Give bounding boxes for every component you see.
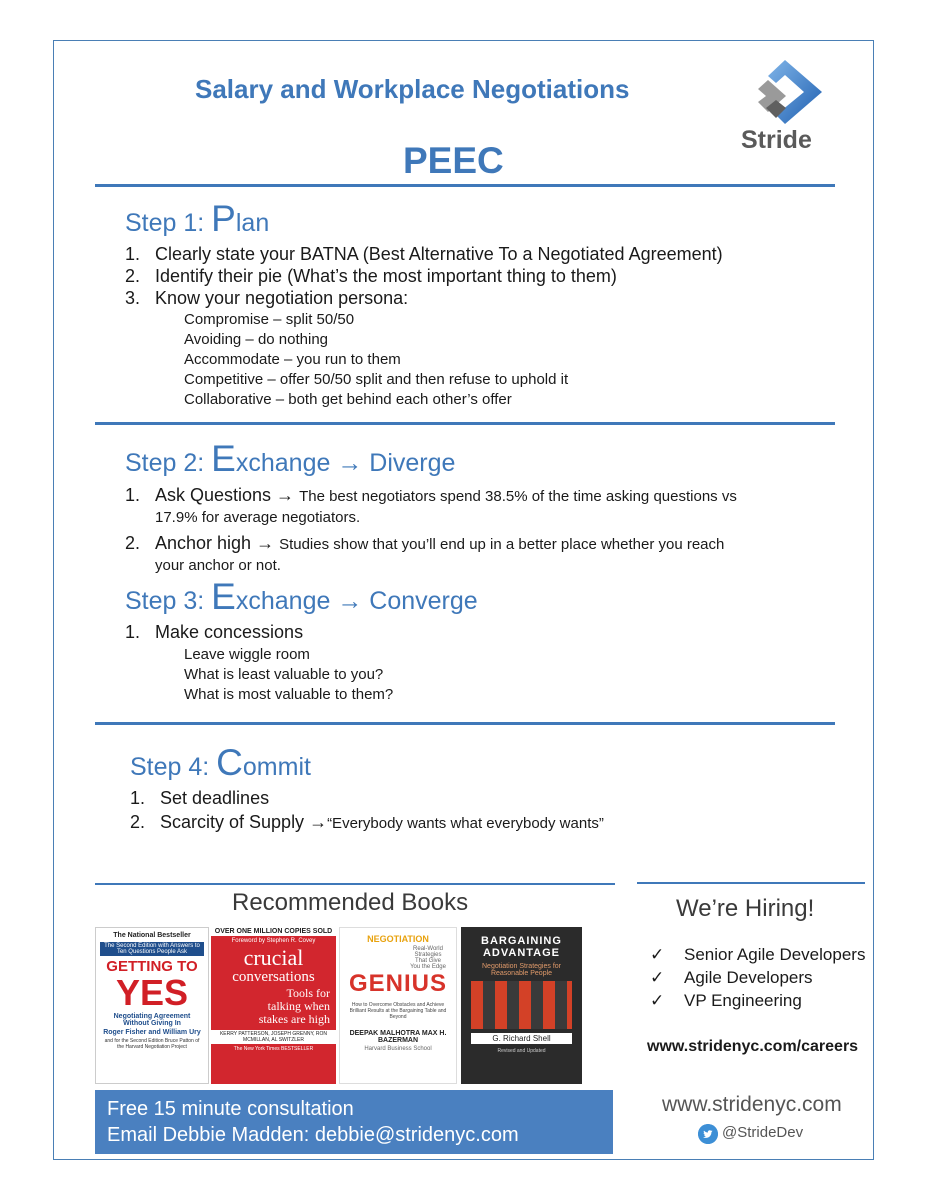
- consult-email[interactable]: Email Debbie Madden: debbie@stridenyc.com: [107, 1124, 519, 1146]
- page-title: Salary and Workplace Negotiations: [195, 74, 630, 104]
- hiring-heading: We’re Hiring!: [676, 895, 815, 922]
- book-cover-negotiation-genius[interactable]: NEGOTIATION Real-World Strategies That Give You the Edge GENIUS How to Overcome Obstacles and Achieve Brilliant Results at the Bargaining Table and Beyond DEEPAK MALHOTRA MAX H. BAZERMAN Harvard Business School: [339, 927, 457, 1084]
- step-3-heading: Step 3: Exchange → Converge: [125, 576, 478, 617]
- step-3-list: [125, 621, 303, 643]
- twitter-handle[interactable]: @StrideDev: [722, 1124, 804, 1141]
- list-item: ✓ Agile Developers: [650, 968, 813, 987]
- book-cover-getting-to-yes[interactable]: The National Bestseller The Second Edition with Answers to Ten Questions People Ask GETTING TO YES Negotiating Agreement Without Giving In Roger Fisher and William Ury and for the Second Edition Bruce Patton of the Harvard Negotiation Project: [95, 927, 209, 1084]
- acronym-heading: PEEC: [403, 140, 504, 181]
- list-item: Collaborative – both get behind each other’s offer: [184, 391, 512, 408]
- careers-link[interactable]: www.stridenyc.com/careers: [647, 1038, 859, 1055]
- list-item: 2. Scarcity of Supply →“Everybody wants what everybody wants”: [130, 812, 604, 832]
- step-prefix: Step 1:: [125, 209, 212, 237]
- book-cover-bargaining-for-advantage[interactable]: BARGAINING ADVANTAGE Negotiation Strategies for Reasonable People G. Richard Shell Revised and Updated: [461, 927, 582, 1084]
- list-item: 1. Ask Questions → The best negotiators spend 38.5% of the time asking questions vs: [125, 485, 737, 505]
- list-item: 1. Set deadlines: [130, 788, 270, 808]
- list-item: 3. Know your negotiation persona:: [125, 288, 409, 308]
- list-item: 2. Identify their pie (What’s the most important thing to them): [125, 266, 617, 286]
- step-rest: lan: [235, 209, 270, 237]
- twitter-icon[interactable]: [698, 1124, 718, 1144]
- divider: [95, 184, 835, 187]
- list-item: Accommodate – you run to them: [184, 351, 401, 368]
- step-1-list: [125, 243, 723, 309]
- list-item: 2. Anchor high → Studies show that you’ll end up in a better place whether you reach: [125, 533, 725, 553]
- divider: [95, 722, 835, 725]
- list-item: What is least valuable to you?: [184, 666, 384, 683]
- list-item: Compromise – split 50/50: [184, 311, 355, 328]
- list-item: Leave wiggle room: [184, 646, 310, 663]
- step-2-heading: Step 2: Exchange → Diverge: [125, 438, 456, 479]
- divider: [95, 422, 835, 425]
- list-item: ✓ Senior Agile Developers: [650, 945, 866, 964]
- list-item: What is most valuable to them?: [184, 686, 394, 703]
- logo-text: Stride: [741, 126, 812, 154]
- persona-list: [184, 310, 568, 410]
- divider: [637, 882, 865, 884]
- check-icon: ✓: [650, 991, 665, 1010]
- step-4-heading: Step 4: Commit: [130, 742, 311, 783]
- concessions-list: [184, 645, 393, 705]
- website-link[interactable]: www.stridenyc.com: [662, 1093, 842, 1116]
- list-item: Avoiding – do nothing: [184, 331, 329, 348]
- divider: [95, 883, 615, 885]
- list-item: 1. Clearly state your BATNA (Best Alternative To a Negotiated Agreement): [125, 244, 723, 264]
- consult-line-1: Free 15 minute consultation: [107, 1098, 354, 1120]
- check-icon: ✓: [650, 968, 665, 987]
- check-icon: ✓: [650, 945, 665, 964]
- book-cover-crucial-conversations[interactable]: OVER ONE MILLION COPIES SOLD Foreword by Stephen R. Covey crucial conversations Tools for talking when stakes are high KERRY PATTERSON, JOSEPH GRENNY, RON MCMILLAN, AL SWITZLER The New York Times BESTSELLER: [211, 927, 336, 1084]
- list-item: ✓ VP Engineering: [650, 991, 802, 1010]
- step-2-list: 1. Ask Questions → The best negotiators spend 38.5% of the time asking questions vs 17.9% for average negotiators. 2. Anchor high → Studies show that you’ll end up in a better place whether you reach your anchor or not.: [125, 485, 737, 574]
- step-1-heading: [125, 200, 269, 238]
- step-initial: P: [211, 198, 236, 239]
- list-item: Competitive – offer 50/50 split and then refuse to uphold it: [184, 371, 569, 388]
- step-4-list: [130, 787, 604, 835]
- chessboard-graphic: [471, 981, 572, 1029]
- books-heading: Recommended Books: [232, 889, 469, 916]
- hiring-list: [650, 943, 865, 1012]
- consultation-banner: [95, 1090, 613, 1154]
- list-item: 1. Make concessions: [125, 622, 304, 642]
